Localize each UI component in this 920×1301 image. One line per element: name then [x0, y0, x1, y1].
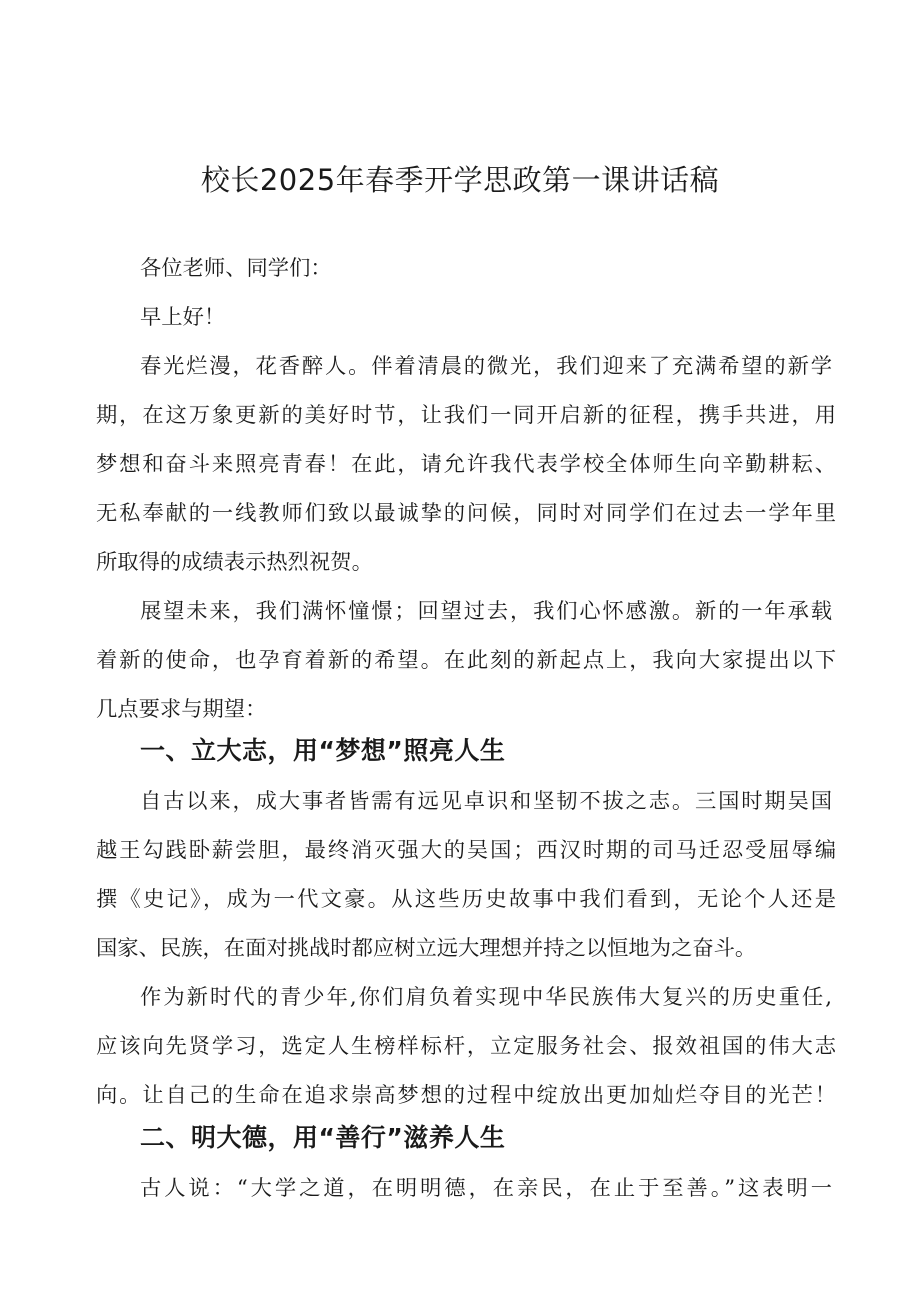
paragraph-line: 几点要求与期望：: [96, 697, 267, 722]
paragraph-line: 古人说：“大学之道，在明明德，在亲民，在止于至善。”这表明一: [140, 1176, 832, 1201]
document-title: 校长2025年春季开学思政第一课讲话稿: [200, 163, 720, 197]
section-heading-1: 一、立大志，用“梦想”照亮人生: [140, 736, 506, 765]
salutation: 各位老师、同学们：: [140, 256, 332, 281]
section-heading-2: 二、明大德，用“善行”滋养人生: [140, 1123, 506, 1152]
paragraph-line: 自古以来，成大事者皆需有远见卓识和坚韧不拔之志。三国时期吴国: [140, 789, 832, 814]
paragraph-line: 国家、民族，在面对挑战时都应树立远大理想并持之以恒地为之奋斗。: [96, 936, 757, 961]
paragraph-line: 向。让自己的生命在追求崇高梦想的过程中绽放出更加灿烂夺目的光芒！: [96, 1083, 836, 1108]
paragraph-line: 应该向先贤学习，选定人生榜样标杆，立定服务社会、报效祖国的伟大志: [96, 1034, 836, 1059]
greeting: 早上好！: [140, 305, 226, 330]
paragraph-line: 所取得的成绩表示热烈祝贺。: [96, 550, 373, 575]
paragraph-line: 春光烂漫，花香醉人。伴着清晨的微光，我们迎来了充满希望的新学: [140, 354, 832, 379]
paragraph-line: 越王勾践卧薪尝胆，最终消灭强大的吴国；西汉时期的司马迁忍受屈辱编: [96, 838, 836, 863]
paragraph-line: 展望未来，我们满怀憧憬；回望过去，我们心怀感激。新的一年承载: [140, 599, 832, 624]
paragraph-line: 期，在这万象更新的美好时节，让我们一同开启新的征程，携手共进，用: [96, 403, 836, 428]
paragraph-line: 着新的使命，也孕育着新的希望。在此刻的新起点上，我向大家提出以下: [96, 648, 836, 673]
paragraph-line: 无私奉献的一线教师们致以最诚挚的问候，同时对同学们在过去一学年里: [96, 501, 836, 526]
paragraph-line: 撰《史记》，成为一代文豪。从这些历史故事中我们看到，无论个人还是: [96, 887, 836, 912]
paragraph-line: 梦想和奋斗来照亮青春！在此，请允许我代表学校全体师生向辛勤耕耘、: [96, 452, 836, 477]
paragraph-line: 作为新时代的青少年,你们肩负着实现中华民族伟大复兴的历史重任,: [140, 985, 832, 1010]
